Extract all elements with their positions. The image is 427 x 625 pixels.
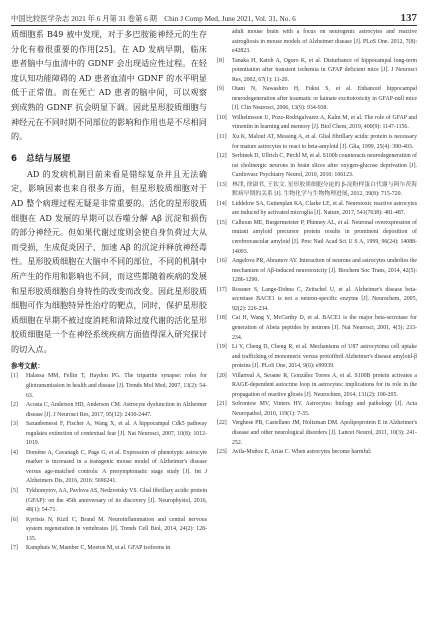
reference-number: [15] [217,219,227,226]
reference-text: Halassa MM, Fellin T, Haydon PG. The tripartite synapse: roles for gliotransmission in health and disease [J]. Trends Mol Med, 2007, 13(2): 54-63. [26,373,207,399]
reference-item [217,28,417,57]
reference-item [217,257,417,286]
reference-number: [20] [217,372,227,379]
reference-number: [10] [217,114,227,121]
reference-number: [4] [11,449,18,456]
reference-text: Saxanbenessi F, Fischer A, Wang X, et al. A hippocampal Cdk5 pathway regulates extinction of contextual fear [J]. Nat Neurosci, 2007, 10(8): 1012-1019. [26,421,207,447]
left-column [11,28,207,619]
reference-item [217,181,417,200]
reference-item [217,85,417,114]
reference-text: Kamphuis W, Mamber C, Moeton M, et al. GFAP isoforms in [26,545,171,552]
reference-item [11,420,207,449]
reference-number: [17] [217,286,227,293]
reference-number: [2] [11,402,18,409]
reference-number: [16] [217,258,227,265]
references-title: 参考文献： [11,362,44,371]
journal-citation: 中国比较医学杂志 2021 年 6 月第 31 卷第 6 期 Chin J Comp Med, June 2021, Vol. 31, No. 6 [11,14,296,23]
reference-text: adult mouse brain with a focus on neurogenic astrocytes and reactive astrogliosis in mouse models of Alzheimer disease [J]. PLoS One. 2012, 7(8): e42823. [232,29,417,55]
reference-text: Rossner S, Lange-Dohna C, Zeitschel U, et al. Alzheimer's disease beta-secretase BACE1 is not a neuron-specific enzyme [J]. Neurochem, 2005, 92(2): 226-234. [232,286,417,312]
reference-text: Domène A, Cavanagh C, Page G, et al. Expression of phenotypic astrocyte marker is increased in a transgenic mouse model of Alzheimer's disease versus age-matched controls: A presymptomatic stage study [J]. Int J Alzheimers Dis, 2016, 2016: 5696241. [26,449,207,485]
reference-list-left [11,372,207,553]
reference-number: [12] [217,153,227,160]
reference-number: [3] [11,421,18,428]
reference-item [11,544,207,554]
reference-item [11,449,207,487]
reference-item [217,219,417,257]
reference-text: Wilhelmsson U, Pozo-Rodrigalvarez A, Kalm M, et al. The role of GFAP and vimentin in learning and memory [J]. Biol Chem, 2019, 400(9): 1147-1156. [232,114,417,131]
header-rule [11,25,417,26]
reference-number: [8] [217,57,224,64]
reference-text: Sofroniew MV, Vinters HV. Astrocytes: biology and pathology [J]. Acta Neuropathol, 2010, 119(1): 7-35. [232,401,417,417]
reference-number: [23] [217,449,227,456]
reference-number: [21] [217,401,227,408]
reference-item [217,114,417,133]
reference-number: [19] [217,344,227,351]
reference-number: [9] [217,86,224,93]
reference-item [217,57,417,86]
reference-text: Li Y, Cheng D, Cheng R, et al. Mechanisms of U87 astrocytoma cell uptake and trafficking of monomeric versus protofibril Alzheimer's disease amyloid-β proteins [J]. PLoS One, 2014, 9(6): e99939. [232,344,417,370]
reference-item [11,487,207,516]
reference-item [11,372,207,401]
reference-text: Xu K, Malouf AT, Messing A, et al. Glial fibrillary acidic protein is necessary for mature astrocytes to react to beta-amyloid [J]. Glia, 1999, 25(4): 390-403. [232,134,417,150]
reference-item [217,200,417,219]
reference-text: Kyritsis N, Kizil C, Brand M. Neuroinflammation and central nervous system regeneration in vertebrates [J]. Trends Cell Biol, 2014, 24(2): 128-135. [26,516,207,542]
reference-number: [7] [11,545,18,552]
reference-item [11,516,207,545]
reference-text: 林津, 徐淑君, 王钦文. 星形胶质细胞分泌的 β-淀粉样蛋白代谢与阿尔茨海默病早期的关系 [J]. 生物化学与生物物理进展, 2012, 39(8): 715-720. [232,181,417,198]
body-paragraph: AD 的发病机制目前来看是错综复杂并且无法确定，影响因素也来自很多方面，但星形胶质细胞对于 AD 整个病理过程无疑是非常重要的。活化的星形胶质细胞在 AD 发展的早期可以吞噬分解 Aβ 沉淀和损伤的部分神经元。但如果代谢过度则会使自身负荷过大从而受损，生成促炎因子、加速 Aβ 的沉淀并释放神经毒性。星形胶质细胞在大脑中不同的部位，不同的机制中所产生的作用和影响也不同，而这些都随着疾病的发展和星形胶质细胞自身特性的改变而改变。因此星形胶质细胞可作为细胞特异性治疗的靶点，同时，保护星形胶质细胞在早期不被过度消耗和清除过度代谢的活化星形胶质细胞是一个在神经系统疾病方面值得深入研究探讨的切入点。 [11,169,207,354]
reference-item [217,314,417,343]
reference-text: Angelova PR, Abramov AY. Interaction of neurons and astrocytes underlies the mechanism of Aβ-induced neurotoxicity [J]. Biochem Soc Trans, 2014, 42(5): 1286-1290. [232,258,417,284]
running-header [11,8,417,24]
section-title: 6 总结与展望 [11,153,71,164]
reference-number: [22] [217,420,227,427]
reference-number: [14] [217,200,227,207]
reference-item [217,448,417,458]
reference-item [217,400,417,419]
reference-item [217,419,417,448]
reference-number: [18] [217,315,227,322]
reference-number: [11] [217,134,227,141]
body-paragraph: 质细胞系 B49 被中发现，对于多巴胺能神经元的生存分化有着很重要的作用[25]。在 AD 发病早期，临床患者脑中与血清中的 GDNF 会出现适应性过程。在轻度认知功能障碍的 AD 患者血清中 GDNF 的水平明显低于正常值。而在死亡 AD 患者的脑中间，可以观察到成熟的 GDNF 抗会明显下调。因此星形胶质细胞与神经元在不同时期不同部位的影响和作用也是不尽相同的。 [11,30,207,142]
reference-text: Avila-Muñoz E, Arias C. When astrocytes become harmful: [232,449,372,456]
reference-item [217,343,417,372]
reference-text: Liddelow SA, Guttenplan KA, Clarke LE, et al. Neurotoxic reactive astrocytes are induced by activated microglia [J]. Nature, 2017, 541(7638): 481-487. [232,200,417,217]
reference-number: [5] [11,488,18,495]
reference-text: Serbinek D, Ullrich C, Pirchl M, et al. S100b counteracts neurodegeneration of rat cholinergic neurons in brain slices after oxygen-glucose deprivation [J]. Cardiovasc Psychiatry Neurol, 2010, 2010: 106123. [232,153,417,179]
reference-text: Tanaka H, Katoh A, Oguro K, et al. Disturbance of hippocampal long-term potentiation after transient ischemia in GFAP deficient mice [J]. J Neurosci Res, 2002, 67(1): 11-20. [232,57,417,83]
reference-item [217,286,417,315]
reference-text: Calhoun ME, Burgermeister P, Phinney AL, et al. Neuronal overexpression of mutant amyloid precursor protein results in prominent deposition of cerebrovascular amyloid [J]. Proc Natl Acad Sci U S A, 1999, 96(24): 14088-14093. [232,219,417,255]
reference-text: Cai H, Wang Y, McCarthy D, et al. BACE1 is the major beta-secretase for generation of Abeta peptides by neurons [J]. Nat Neurosci, 2001, 4(3): 233-234. [232,315,417,341]
reference-item [217,372,417,401]
page-number: 137 [400,12,417,24]
reference-text: Villarreal A, Seoane R, González Torres A, et al. S100B protein activates a RAGE-dependent autocrine loop in astrocytes: implications for its role in the propagation of reactive gliosis [J]. Neurochem, 2014, 131(2): 190-205. [232,372,417,398]
reference-item [11,401,207,420]
reference-text: Acosta C, Anderson HD, Anderson CM. Astrocyte dysfunction in Alzheimer disease [J]. J Neurosci Res, 2017, 95(12): 2430-2447. [26,402,207,418]
right-column [217,28,417,619]
reference-number: [1] [11,373,18,380]
reference-item [217,152,417,181]
reference-number: [13] [217,181,227,188]
reference-text: Verghese PB, Castellano JM, Holtzman DM. Apolipoprotein E in Alzheimer's disease and other neurological disorders [J]. Lancet Neurol, 2011, 10(3): 241-252. [232,420,417,446]
reference-text: Tykhomyrov, AA, Pavlova AS, Nedzvetsky VS. Glial fibrillary acidic protein (GFAP): on the 45th anniversary of its discovery [J]. Neurophysiol, 2016, 48(1): 54-71. [26,488,207,514]
reference-number: [6] [11,516,18,523]
reference-item [217,133,417,152]
reference-text: Otani N, Nawashiro H, Fukui S, et al. Enhanced hippocampal neurodegeneration after traumatic or kainate excitotoxicity in GFAP-null mice [J]. Clin Neurosci, 2006, 13(9): 934-938. [232,86,417,112]
reference-list-right [217,28,417,458]
